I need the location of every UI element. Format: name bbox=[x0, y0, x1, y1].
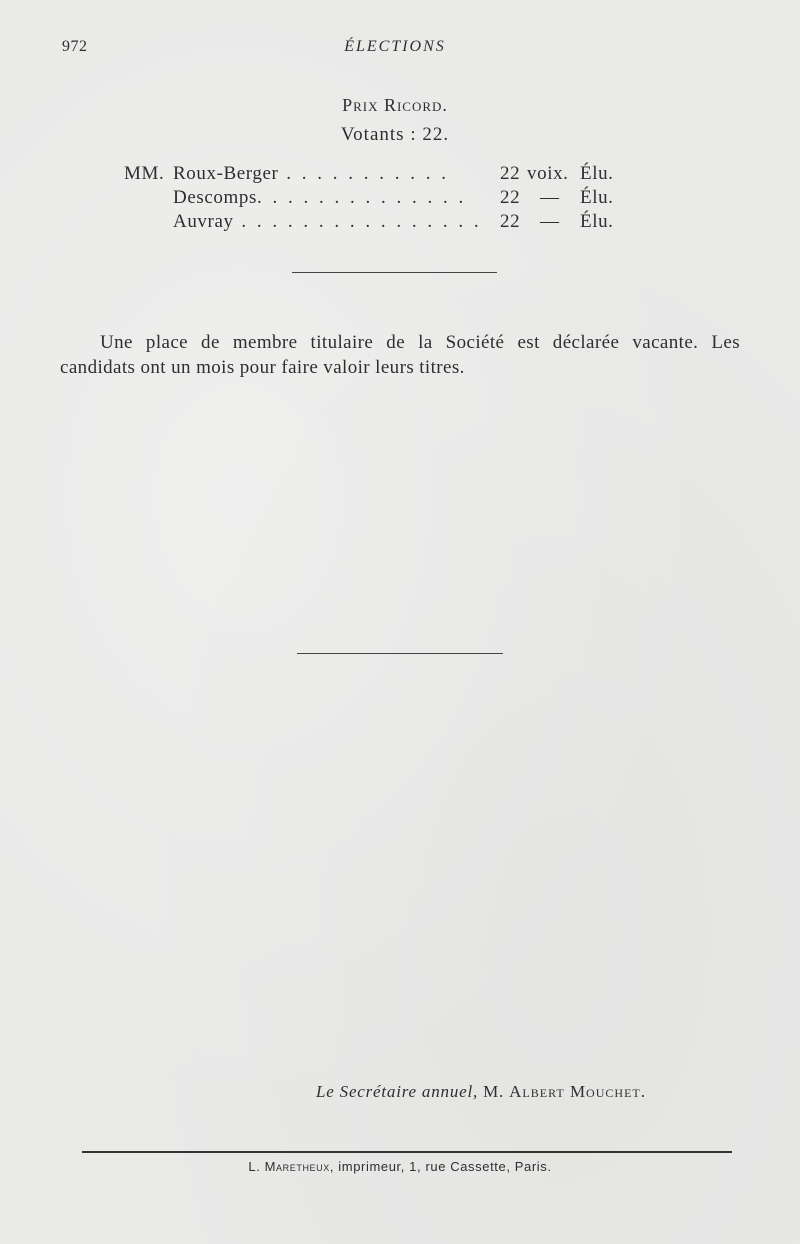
footer-rule bbox=[82, 1151, 732, 1153]
printer-imprint bbox=[0, 1159, 800, 1174]
running-head: ÉLECTIONS bbox=[344, 38, 446, 55]
page-number: 972 bbox=[62, 38, 88, 55]
leader-dots: . . . . . . . . . . . . . . . . bbox=[233, 211, 482, 232]
vote-unit-ditto: — bbox=[540, 187, 560, 208]
candidate-name-text: Auvray bbox=[173, 211, 234, 232]
printer-address: imprimeur, 1, rue Cassette, Paris. bbox=[338, 1159, 552, 1174]
secretary-name: Albert Mouchet. bbox=[509, 1082, 646, 1101]
prize-title: Prix Ricord. bbox=[342, 95, 448, 115]
leader-dots: . . . . . . . . . . . . . . bbox=[256, 187, 467, 208]
printer-name: L. Maretheux, bbox=[248, 1159, 335, 1174]
leader-dots: . . . . . . . . . . . bbox=[278, 163, 449, 184]
secretary-role: Le Secrétaire annuel, bbox=[316, 1082, 479, 1101]
section-divider bbox=[292, 272, 497, 273]
candidate-name bbox=[173, 163, 449, 185]
vote-count: 22 bbox=[500, 187, 521, 208]
candidate-name-text: Roux-Berger bbox=[173, 163, 279, 184]
election-outcome: Élu. bbox=[580, 211, 614, 232]
vote-unit-ditto: — bbox=[540, 211, 560, 232]
election-outcome: Élu. bbox=[580, 187, 614, 208]
announcement-paragraph bbox=[60, 330, 740, 380]
signature bbox=[316, 1082, 646, 1102]
candidate-name bbox=[173, 211, 482, 233]
voters-count: Votants : 22. bbox=[340, 124, 450, 145]
candidate-name-text: Descomps bbox=[173, 187, 257, 208]
section-divider bbox=[297, 653, 503, 654]
announcement-line: candidats ont un mois pour faire valoir leurs titres. bbox=[60, 357, 465, 378]
election-outcome: Élu. bbox=[580, 163, 614, 184]
candidate-name bbox=[173, 187, 466, 209]
secretary-title: M. bbox=[483, 1082, 505, 1101]
vote-count: 22 bbox=[500, 211, 521, 232]
announcement-line: Une place de membre titulaire de la Société est déclarée vacante. Les bbox=[100, 332, 740, 353]
vote-unit: voix. bbox=[527, 163, 569, 184]
results-prefix: MM. bbox=[124, 163, 165, 184]
vote-count: 22 bbox=[500, 163, 521, 184]
